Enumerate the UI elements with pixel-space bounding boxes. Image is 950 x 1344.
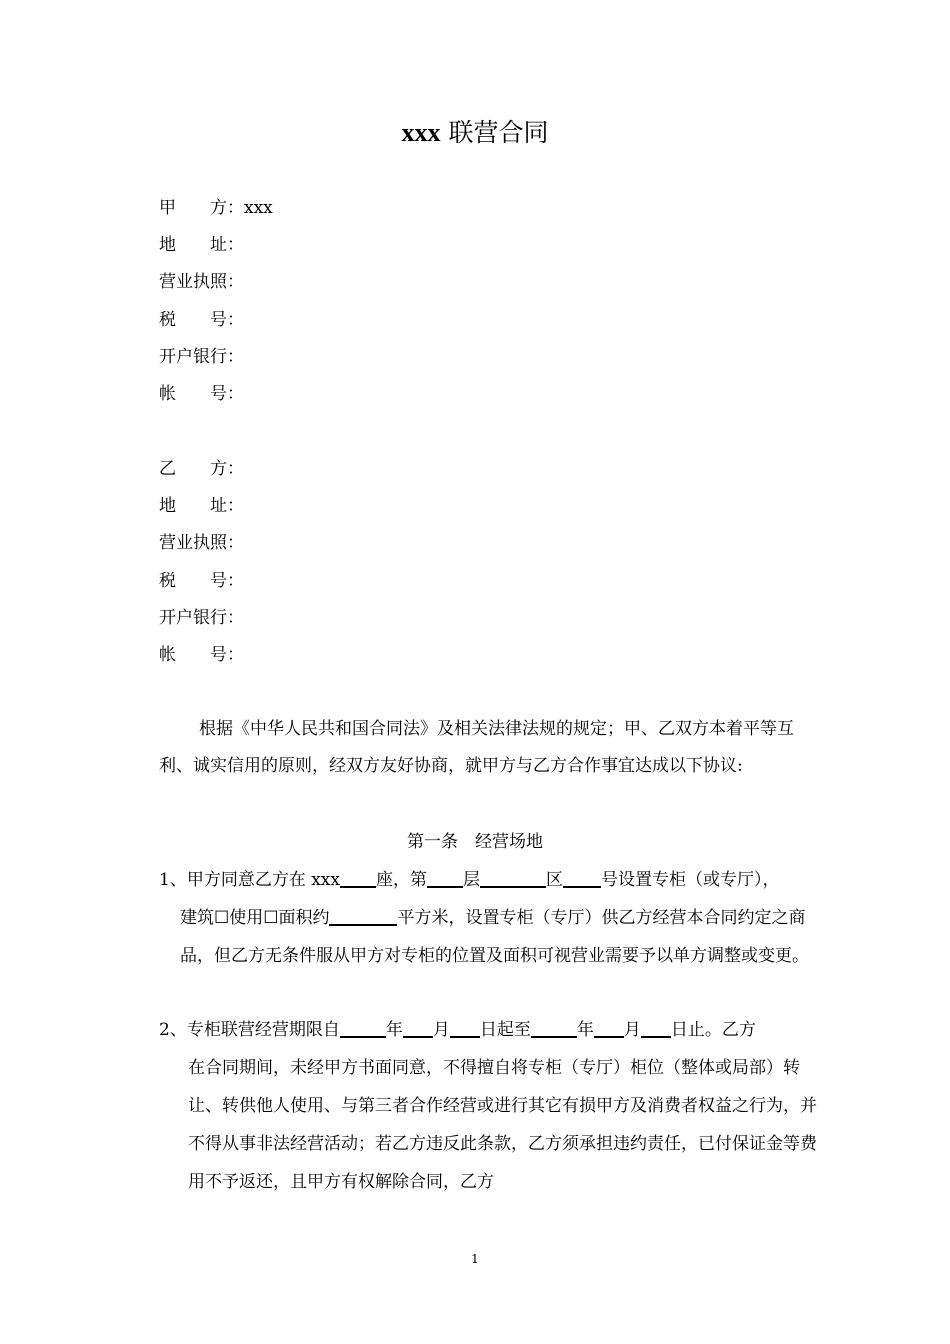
blank-start-day (450, 1018, 480, 1038)
blank-end-month (594, 1018, 624, 1038)
party-a-name-label: 甲 方： (159, 198, 244, 218)
party-a-name-value: xxx (244, 198, 273, 218)
party-a-license-label: 营业执照： (159, 272, 244, 292)
item-1-text-a: 1、甲方同意乙方在 xxx (159, 870, 340, 890)
party-a-bank-label: 开户银行： (159, 347, 244, 367)
article-1-title: 第一条 经营场地 (407, 832, 543, 852)
title-main: 联营合同 (448, 118, 549, 147)
article-1-item-2 (159, 1011, 819, 1201)
party-b-account-line (159, 643, 244, 667)
intro-paragraph (159, 711, 819, 785)
item-1-text-f: 建筑☐使用☐面积约 (180, 908, 330, 928)
party-b-name-label: 乙 方： (159, 459, 244, 479)
page-number: 1 (471, 1252, 479, 1266)
party-a-name-line (159, 196, 273, 220)
item-1-text-g: 平方米，设置专柜（专厅）供乙方经营本合同约定之商品，但乙方无条件服从甲方对专柜的位置及面积可视营业需要予以单方调整或变更。 (180, 908, 809, 966)
item-2-text-d: 日起至 (479, 1020, 531, 1040)
item-2-text-g: 日止。乙方 (670, 1020, 756, 1040)
party-b-address-label: 地 址： (159, 496, 244, 516)
item-2-text-b: 年 (385, 1020, 403, 1040)
blank-start-year (340, 1018, 386, 1038)
party-a-bank-line (159, 345, 244, 369)
item-2-text-f: 月 (623, 1020, 641, 1040)
party-b-bank-label: 开户银行： (159, 608, 244, 628)
blank-end-day (641, 1018, 671, 1038)
intro-text: 根据《中华人民共和国合同法》及相关法律法规的规定；甲、乙双方本着平等互利、诚实信用的原则，经双方友好协商，就甲方与乙方合作事宜达成以下协议: (159, 719, 794, 776)
party-a-address-line (159, 233, 244, 257)
party-b-account-label: 帐 号： (159, 645, 244, 665)
item-1-text-b: 座，第 (375, 870, 427, 890)
blank-zone (480, 868, 546, 888)
party-a-account-line (159, 382, 244, 406)
party-b-license-label: 营业执照： (159, 533, 244, 553)
article-1-item-1 (159, 861, 819, 975)
party-b-name-line (159, 457, 244, 481)
blank-area (329, 906, 397, 926)
blank-seat (340, 868, 376, 888)
party-b-tax-label: 税 号： (159, 571, 244, 591)
item-2-continuation: 在合同期间，未经甲方书面同意，不得擅自将专柜（专厅）柜位（整体或局部）转让、转供他人使用、与第三者合作经营或进行其它有损甲方及消费者权益之行为，并不得从事非法经营活动；若乙方违反此条款，乙方须承担违约责任，已付保证金等费用不予返还，且甲方有权解除合同，乙方 (188, 1058, 817, 1192)
item-1-text-e: 号设置专柜（或专厅）， (600, 870, 780, 890)
item-2-text-a: 2、专柜联营经营期限自 (159, 1020, 340, 1040)
item-1-text-c: 层 (462, 870, 480, 890)
item-1-continuation (159, 899, 819, 975)
blank-floor (427, 868, 463, 888)
party-b-tax-line (159, 569, 244, 593)
contract-title (0, 113, 950, 149)
party-a-tax-label: 税 号： (159, 310, 244, 330)
blank-start-month (403, 1018, 433, 1038)
party-a-tax-line (159, 308, 244, 332)
item-2-text-e: 年 (576, 1020, 594, 1040)
party-b-address-line (159, 494, 244, 518)
party-a-address-label: 地 址： (159, 235, 244, 255)
item-1-first-line (159, 861, 819, 899)
party-b-bank-line (159, 606, 244, 630)
item-2-first-line (159, 1011, 819, 1049)
item-2-text-c: 月 (432, 1020, 450, 1040)
blank-end-year (531, 1018, 577, 1038)
party-a-account-label: 帐 号： (159, 384, 244, 404)
blank-number (563, 868, 601, 888)
party-b-license-line (159, 531, 244, 555)
item-1-text-d: 区 (545, 870, 563, 890)
party-a-license-line (159, 270, 244, 294)
title-prefix: xxx (401, 118, 441, 147)
